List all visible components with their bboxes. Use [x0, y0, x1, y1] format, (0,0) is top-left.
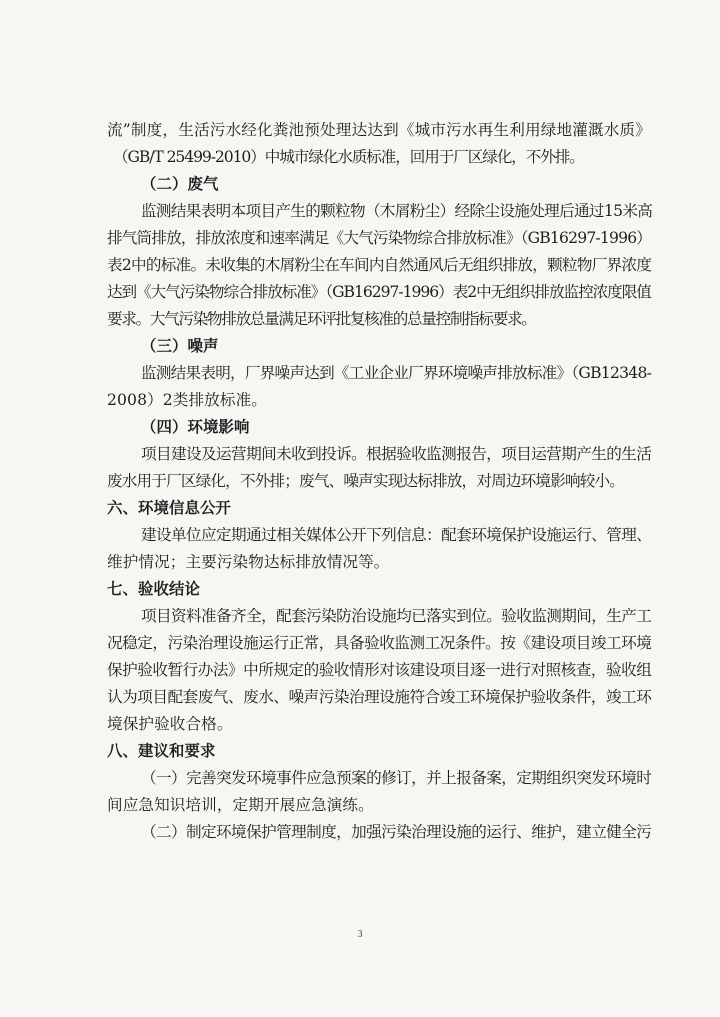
- page-number: 3: [357, 929, 363, 940]
- line-27: （二）制定环境保护管理制度，加强污染治理设施的运行、维护，建立健全污: [141, 823, 652, 841]
- line-22: 认为项目配套废气、废水、噪声污染治理设施符合竣工环境保护验收条件，竣工环: [107, 688, 652, 706]
- heading-waste-gas: （二）废气: [141, 175, 219, 193]
- line-25: （一）完善突发环境事件应急预案的修订，并上报备案，定期组织突发环境时: [141, 769, 652, 787]
- line-11: 2008）2类排放标准。: [107, 391, 267, 409]
- line-10: 监测结果表明，厂界噪声达到《工业企业厂界环境噪声排放标准》（GB12348-: [141, 364, 652, 382]
- line-2: （GB/T 25499-2010）中城市绿化水质标准，回用于厂区绿化，不外排。: [113, 148, 584, 166]
- line-5: 排气筒排放，排放浓度和速率满足《大气污染物综合排放标准》（GB16297-1996）: [107, 229, 652, 247]
- line-17: 维护情况；主要污染物达标排放情况等。: [107, 553, 390, 571]
- line-4: 监测结果表明本项目产生的颗粒物（木屑粉尘）经除尘设施处理后通过15米高: [141, 202, 653, 220]
- line-13: 项目建设及运营期间未收到投诉。根据验收监测报告，项目运营期产生的生活: [141, 445, 652, 463]
- line-26: 间应急知识培训，定期开展应急演练。: [107, 796, 374, 814]
- line-23: 境保护验收合格。: [107, 715, 233, 733]
- line-21: 保护验收暂行办法》中所规定的验收情形对该建设项目逐一进行对照核查，验收组: [107, 661, 652, 679]
- heading-noise: （三）噪声: [141, 337, 219, 355]
- heading-env-impact: （四）环境影响: [141, 418, 250, 436]
- line-16: 建设单位应定期通过相关媒体公开下列信息：配套环境保护设施运行、管理、: [141, 526, 652, 544]
- line-20: 况稳定，污染治理设施运行正常，具备验收监测工况条件。按《建设项目竣工环境: [107, 634, 652, 652]
- heading-info-disclosure: 六、环境信息公开: [107, 499, 231, 517]
- line-19: 项目资料准备齐全，配套污染防治设施均已落实到位。验收监测期间，生产工: [141, 607, 652, 625]
- heading-recommendations: 八、建议和要求: [107, 742, 216, 760]
- line-14: 废水用于厂区绿化，不外排；废气、噪声实现达标排放，对周边环境影响较小。: [107, 472, 625, 490]
- line-8: 要求。大气污染物排放总量满足环评批复核准的总量控制指标要求。: [107, 310, 536, 328]
- heading-conclusion: 七、验收结论: [107, 580, 200, 598]
- line-6: 表2中的标准。未收集的木屑粉尘在车间内自然通风后无组织排放，颗粒物厂界浓度: [107, 256, 652, 274]
- line-1: 流”制度，生活污水经化粪池预处理达达到《城市污水再生利用绿地灌溉水质》: [107, 121, 652, 139]
- line-7: 达到《大气污染物综合排放标准》（GB16297-1996）表2中无组织排放监控浓度限值: [107, 283, 651, 301]
